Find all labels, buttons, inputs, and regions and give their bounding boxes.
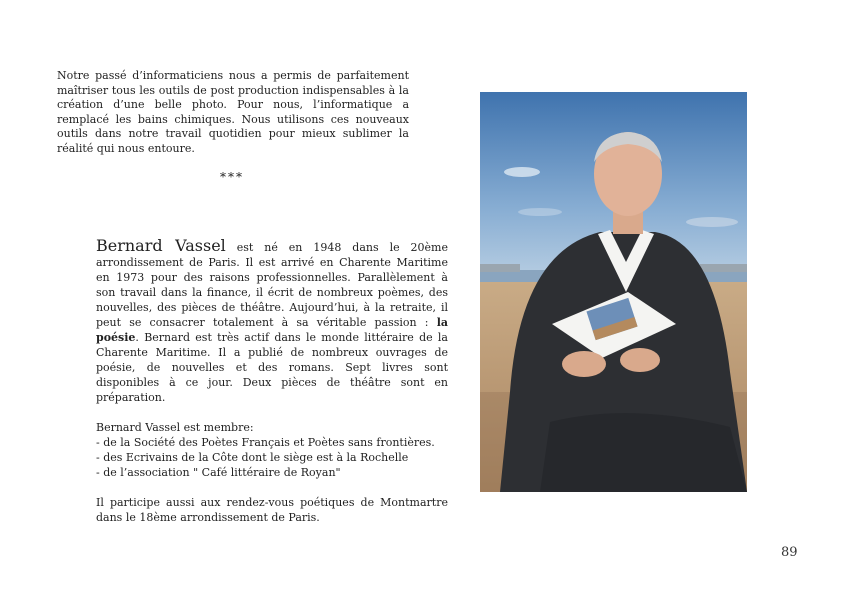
section-separator: *** (220, 170, 244, 184)
membership-list (96, 435, 448, 480)
membership-item: - des Ecrivains de la Côte dont le siège est à la Rochelle (96, 451, 409, 464)
membership-item: - de la Société des Poètes Français et Poètes sans frontières. (96, 436, 435, 449)
closing-paragraph: Il participe aussi aux rendez-vous poétiques de Montmartre dans le 18ème arrondissement de Paris. (96, 496, 448, 524)
biography-section (96, 238, 448, 525)
author-name: Bernard Vassel (96, 236, 226, 255)
bio-text-1: est né en 1948 dans le 20ème arrondissement de Paris. Il est arrivé en Charente Maritime en 1973 pour des raisons professionnelles. Parallèlement à son travail dans la finance, il écrit de nombreux poèmes, des nouvelles, des pièces de théâtre. Aujourd’hui, à la retraite, il peut se consacrer totalement à sa véritable passion : (96, 241, 448, 329)
bio-emphasis: la poésie (96, 316, 448, 344)
author-photo-illustration (480, 92, 747, 492)
membership-item: - de l’association " Café littéraire de Royan" (96, 466, 341, 479)
biography-paragraph (96, 238, 448, 405)
intro-paragraph: Notre passé d’informaticiens nous a permis de parfaitement maîtriser tous les outils de post production indispensables à la création d’une belle photo. Pour nous, l’informatique a remplacé les bains chimiques. Nous utilisons ces nouveaux outils dans notre travail quotidien pour mieux sublimer la réalité qui nous entoure. (57, 69, 409, 155)
page-number: 89 (781, 545, 798, 560)
bio-text-2: . Bernard est très actif dans le monde littéraire de la Charente Maritime. Il a publié de nombreux ouvrages de poésie, de nouvelles et des romans. Sept livres sont disponibles à ce jour. Deux pièces de théâtre sont en préparation. (96, 331, 448, 404)
author-photo (480, 92, 747, 492)
membership-title: Bernard Vassel est membre: (96, 421, 254, 434)
